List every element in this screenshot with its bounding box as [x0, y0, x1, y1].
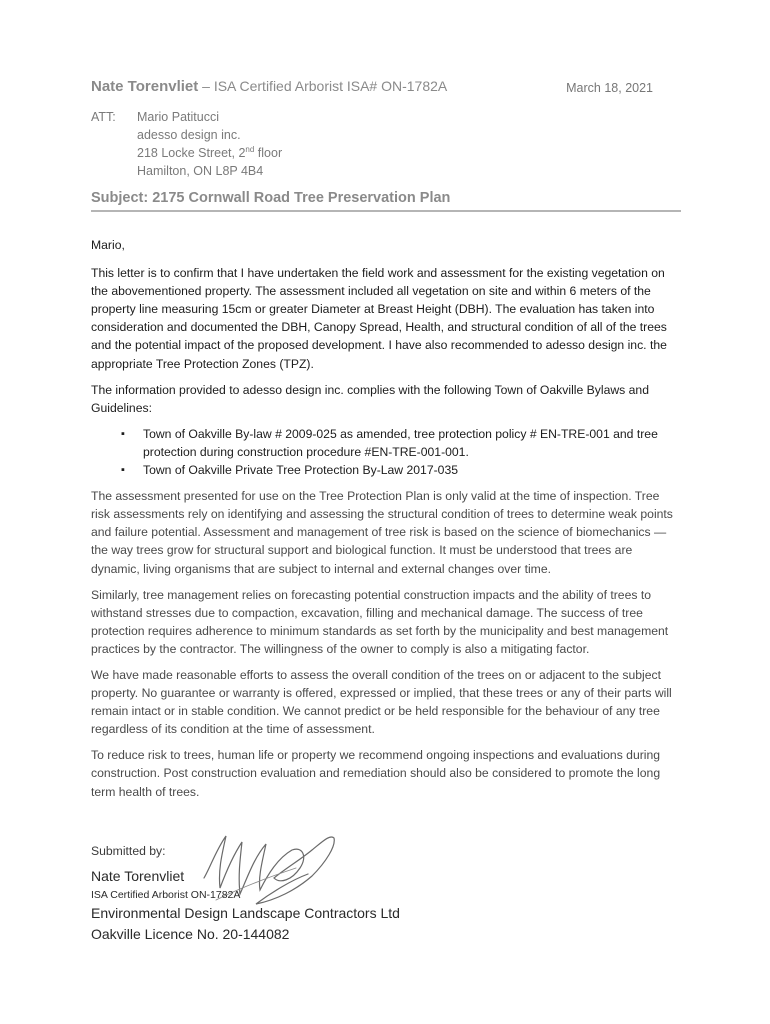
paragraph-4: Similarly, tree management relies on forecasting potential construction impacts and the ability of trees to withstand stresses due to compaction, excavation, filling and mechanical damage. The success of tree protection requires adherence to minimum standards as set forth by the municipality and best management practices by the contractor. The willingness of the owner to comply is also a mitigating factor.: [91, 587, 669, 656]
signer-title: ISA Certified Arborist ON-1782A: [91, 889, 241, 901]
bylaw-list: [91, 425, 681, 479]
paragraph-6: To reduce risk to trees, human life or property we recommend ongoing inspections and evaluations during construction. Post construction evaluation and remediation should also be considered to promote the long term health of trees.: [91, 748, 661, 799]
paragraph-2: The information provided to adesso design inc. complies with the following Town of Oakville Bylaws and Guidelines:: [91, 382, 649, 415]
letter-date: March 18, 2021: [566, 81, 653, 95]
list-item: ▪ Town of Oakville By-law # 2009-025 as amended, tree protection policy # EN-TRE-001 and tree protection during construction procedure #EN-TRE-001-001.: [143, 425, 681, 461]
subject-line: Subject: 2175 Cornwall Road Tree Preservation Plan: [91, 190, 681, 212]
salutation: Mario,: [91, 238, 125, 252]
letter-body: [91, 236, 681, 809]
submitted-by-label: Submitted by:: [91, 844, 166, 858]
paragraph-3: The assessment presented for use on the Tree Protection Plan is only valid at the time of inspection. Tree risk assessments rely on identifying and assessing the structural condition of trees to determine weak points and failure potential. Assessment and management of tree risk is based on the science of biomechanics — the way trees grow for structural support and biological function. It must be understood that trees are dynamic, living organisms that are subject to internal and external changes over time.: [91, 489, 673, 576]
signer-licence: Oakville Licence No. 20-144082: [91, 926, 290, 942]
recipient-street: 218 Locke Street, 2nd floor: [137, 144, 283, 160]
recipient-company: adesso design inc.: [137, 128, 241, 142]
signer-name: Nate Torenvliet: [91, 868, 185, 884]
recipient-address: [137, 108, 437, 180]
author-name: Nate Torenvliet: [91, 78, 199, 95]
list-item: ▪ Town of Oakville Private Tree Protection By-Law 2017-035: [143, 461, 681, 479]
floor-superscript: nd: [245, 144, 255, 154]
att-label: ATT:: [91, 110, 116, 124]
recipient-name: Mario Patitucci: [137, 110, 219, 124]
paragraph-1: This letter is to confirm that I have undertaken the field work and assessment for the existing vegetation on the abovementioned property. The assessment included all vegetation on site and within 6 meters of the property line measuring 15cm or greater Diameter at Breast Height (DBH). The evaluation has taken into consideration and documented the DBH, Canopy Spread, Health, and structural condition of all of the trees and the potential impact of the proposed development. I have also recommended to adesso design inc. the appropriate Tree Protection Zones (TPZ).: [91, 266, 667, 371]
recipient-city: Hamilton, ON L8P 4B4: [137, 164, 264, 178]
author-title: – ISA Certified Arborist ISA# ON-1782A: [198, 78, 448, 94]
signer-company: Environmental Design Landscape Contractors Ltd: [91, 905, 400, 921]
paragraph-5: We have made reasonable efforts to assess the overall condition of the trees on or adjacent to the subject property. No guarantee or warranty is offered, expressed or implied, that these trees or any of their parts will remain intact or in stable condition. We cannot predict or be held responsible for the behaviour of any tree regardless of its condition at the time of assessment.: [91, 667, 672, 737]
letterhead: [91, 78, 681, 100]
